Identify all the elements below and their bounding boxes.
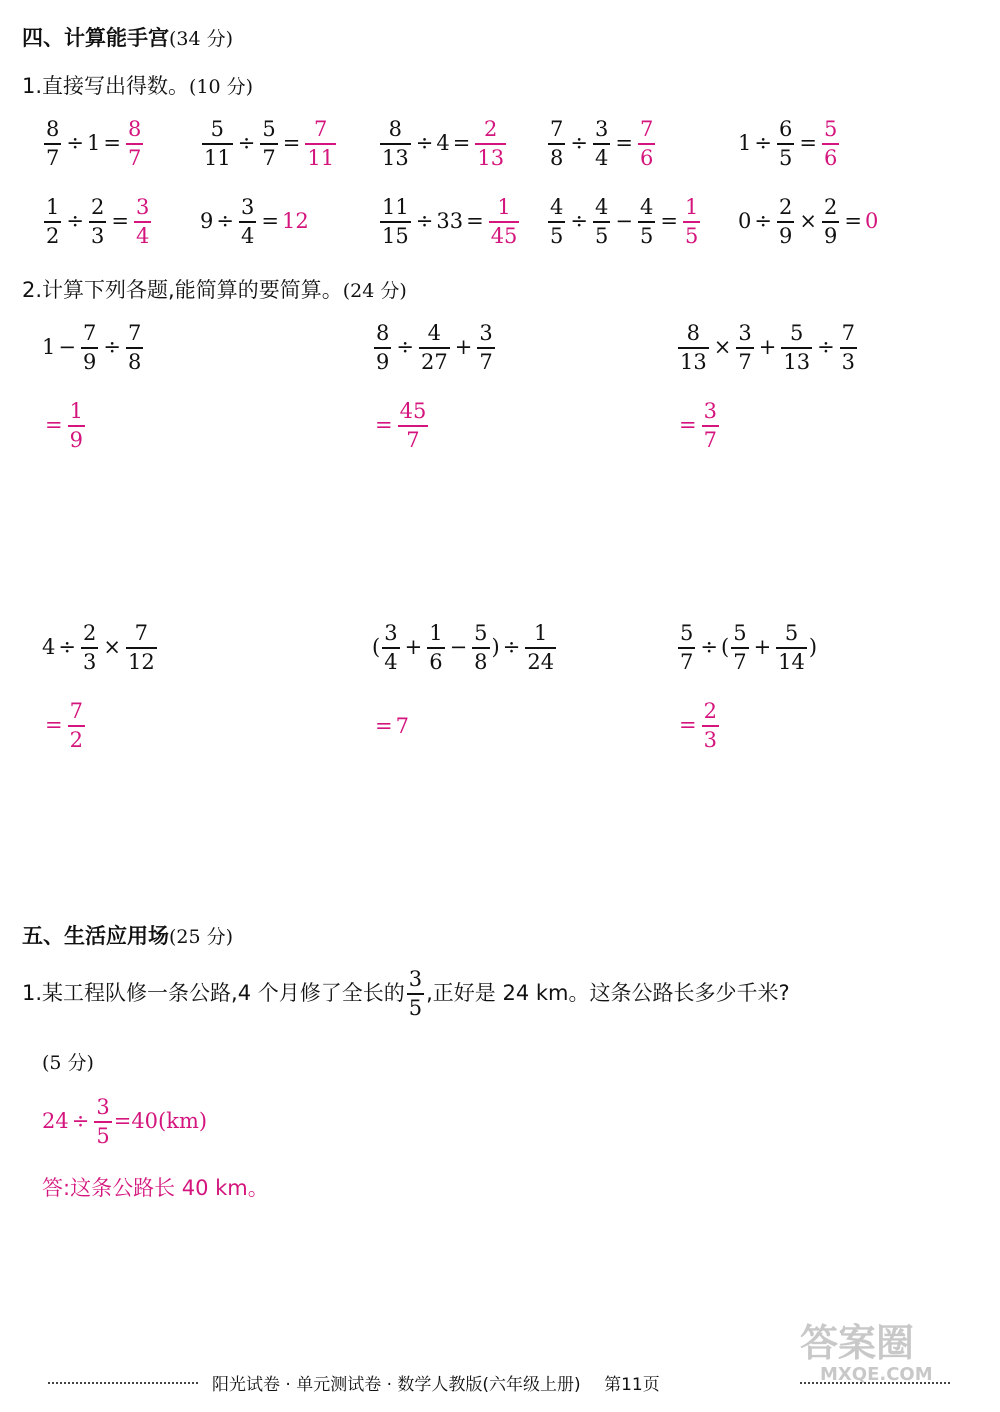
q2-p4-answer: = $\frac{7}{2}$ — [45, 699, 83, 752]
fraction: $\frac{2}{3}$ — [703, 699, 717, 752]
q1-r1-e2: $\frac{5}{11}$ ÷ $\frac{5}{7}$ = $\frac{7}{11}$ — [204, 117, 335, 170]
answer: $\frac{8}{7}$ — [127, 117, 142, 170]
fraction: $\frac{3}{7}$ — [479, 321, 493, 374]
watermark-logo: 答案圈 — [800, 1321, 915, 1365]
q2-p3: $\frac{8}{13}$ × $\frac{3}{7}$ + $\frac{5}{13}$ ÷ $\frac{7}{3}$ — [680, 321, 856, 374]
s5-q1-answer: 答:这条公路长 40 km。 — [42, 1176, 269, 1200]
footer — [212, 1370, 660, 1395]
watermark-url: MXQE.COM — [820, 1364, 933, 1385]
q2-p5-answer: = 7 — [375, 714, 409, 738]
fraction: $\frac{5}{7}$ — [262, 117, 276, 170]
q2-p1-answer: = $\frac{1}{9}$ — [45, 399, 83, 452]
fraction: $\frac{1}{24}$ — [527, 621, 555, 674]
q2-p6: $\frac{5}{7}$ ÷ ( $\frac{5}{7}$ + $\frac{5}{14}$ ) — [680, 621, 818, 674]
fraction: $\frac{5}{7}$ — [733, 621, 747, 674]
fraction: $\frac{3}{7}$ — [703, 399, 717, 452]
fraction: $\frac{3}{5}$ — [96, 1095, 110, 1148]
s5-q1-work: 24 ÷ $\frac{3}{5}$ =40(km) — [42, 1095, 208, 1148]
fraction: $\frac{3}{5}$ — [408, 967, 423, 1020]
page-number: 第11页 — [604, 1375, 660, 1395]
section5-points: (25 分) — [169, 926, 234, 948]
fraction: $\frac{7}{9}$ — [82, 321, 97, 374]
fraction: $\frac{7}{8}$ — [127, 321, 142, 374]
q2-p2-answer: = $\frac{45}{7}$ — [375, 399, 427, 452]
answer: $\frac{1}{45}$ — [490, 195, 518, 248]
q2-p3-answer: = $\frac{3}{7}$ — [679, 399, 717, 452]
q1-r1-e3: $\frac{8}{13}$ ÷ 4 = $\frac{2}{13}$ — [382, 117, 505, 170]
answer: $\frac{5}{6}$ — [823, 117, 838, 170]
q1-r1-e1: $\frac{8}{7}$ ÷ 1 = $\frac{8}{7}$ — [46, 117, 142, 170]
section5-title: 五、生活应用场(25 分) — [22, 924, 234, 948]
fraction: $\frac{11}{15}$ — [382, 195, 409, 248]
section4-title: 四、计算能手宫(34 分) — [22, 26, 234, 50]
fraction: $\frac{5}{13}$ — [783, 321, 811, 374]
section4-points: (34 分) — [169, 28, 234, 50]
answer: $\frac{2}{13}$ — [477, 117, 505, 170]
fraction: $\frac{5}{7}$ — [680, 621, 694, 674]
q1-r1-e4: $\frac{7}{8}$ ÷ $\frac{3}{4}$ = $\frac{7}{6}$ — [550, 117, 654, 170]
fraction: $\frac{1}{9}$ — [69, 399, 83, 452]
fraction: $\frac{5}{14}$ — [778, 621, 805, 674]
fraction: $\frac{45}{7}$ — [399, 399, 427, 452]
q1-r2-e1: $\frac{1}{2}$ ÷ $\frac{2}{3}$ = $\frac{3}{4}$ — [46, 195, 150, 248]
fraction: $\frac{8}{7}$ — [46, 117, 60, 170]
q1-label: 1.直接写出得数。(10 分) — [22, 74, 254, 98]
fraction: $\frac{3}{7}$ — [738, 321, 752, 374]
q2-label: 2.计算下列各题,能简算的要简算。(24 分) — [22, 278, 407, 302]
fraction: $\frac{3}{4}$ — [240, 195, 255, 248]
fraction: $\frac{6}{5}$ — [778, 117, 793, 170]
fraction: $\frac{2}{9}$ — [778, 195, 793, 248]
fraction: $\frac{1}{2}$ — [46, 195, 60, 248]
q2-p2: $\frac{8}{9}$ ÷ $\frac{4}{27}$ + $\frac{3}{7}$ — [376, 321, 493, 374]
answer: $\frac{7}{6}$ — [639, 117, 654, 170]
fraction: $\frac{7}{12}$ — [127, 621, 155, 674]
fraction: $\frac{8}{13}$ — [680, 321, 707, 374]
answer: $\frac{1}{5}$ — [684, 195, 699, 248]
q1-r1-e5: 1 ÷ $\frac{6}{5}$ = $\frac{5}{6}$ — [738, 117, 838, 170]
q2-p4: 4 ÷ $\frac{2}{3}$ × $\frac{7}{12}$ — [42, 621, 155, 674]
fraction: $\frac{4}{5}$ — [550, 195, 564, 248]
q1-r2-e5: 0 ÷ $\frac{2}{9}$ × $\frac{2}{9}$ = 0 — [738, 195, 879, 248]
footer-dots-right — [800, 1382, 950, 1384]
fraction: $\frac{7}{2}$ — [69, 699, 83, 752]
fraction: $\frac{8}{13}$ — [382, 117, 409, 170]
fraction: $\frac{3}{4}$ — [384, 621, 398, 674]
s5-q1-text: 1.某工程队修一条公路,4 个月修了全长的 $\frac{3}{5}$ ,正好是 24 km。这条公路长多少千米? — [22, 967, 790, 1020]
answer: 12 — [281, 209, 309, 234]
fraction: $\frac{5}{11}$ — [204, 117, 231, 170]
fraction: $\frac{5}{8}$ — [474, 621, 488, 674]
answer: $\frac{7}{11}$ — [307, 117, 335, 170]
footer-dots-left — [48, 1382, 198, 1384]
s5-q1-points: (5 分) — [42, 1052, 94, 1074]
q2-p6-answer: = $\frac{2}{3}$ — [679, 699, 717, 752]
q1-r2-e3: $\frac{11}{15}$ ÷ 33 = $\frac{1}{45}$ — [382, 195, 518, 248]
fraction: $\frac{4}{27}$ — [420, 321, 448, 374]
fraction: $\frac{4}{5}$ — [639, 195, 654, 248]
fraction: $\frac{4}{5}$ — [594, 195, 609, 248]
q1-r2-e4: $\frac{4}{5}$ ÷ $\frac{4}{5}$ − $\frac{4}{5}$ = $\frac{1}{5}$ — [550, 195, 699, 248]
fraction: $\frac{2}{9}$ — [823, 195, 838, 248]
q1-r2-e2: 9 ÷ $\frac{3}{4}$ = 12 — [200, 195, 309, 248]
fraction: $\frac{1}{6}$ — [429, 621, 443, 674]
footer-text: 阳光试卷 · 单元测试卷 · 数学人教版(六年级上册) — [212, 1375, 581, 1395]
q2-p1: 1 − $\frac{7}{9}$ ÷ $\frac{7}{8}$ — [42, 321, 142, 374]
answer: $\frac{3}{4}$ — [135, 195, 150, 248]
answer: 0 — [864, 209, 879, 234]
q1-points: (10 分) — [189, 76, 254, 98]
q2-points: (24 分) — [342, 280, 407, 302]
q2-p5: ( $\frac{3}{4}$ + $\frac{1}{6}$ − $\frac{5}{8}$ ) ÷ $\frac{1}{24}$ — [372, 621, 555, 674]
fraction: $\frac{2}{3}$ — [82, 621, 97, 674]
fraction: $\frac{3}{4}$ — [594, 117, 609, 170]
fraction: $\frac{8}{9}$ — [376, 321, 390, 374]
fraction: $\frac{2}{3}$ — [90, 195, 105, 248]
fraction: $\frac{7}{3}$ — [841, 321, 856, 374]
fraction: $\frac{7}{8}$ — [550, 117, 564, 170]
